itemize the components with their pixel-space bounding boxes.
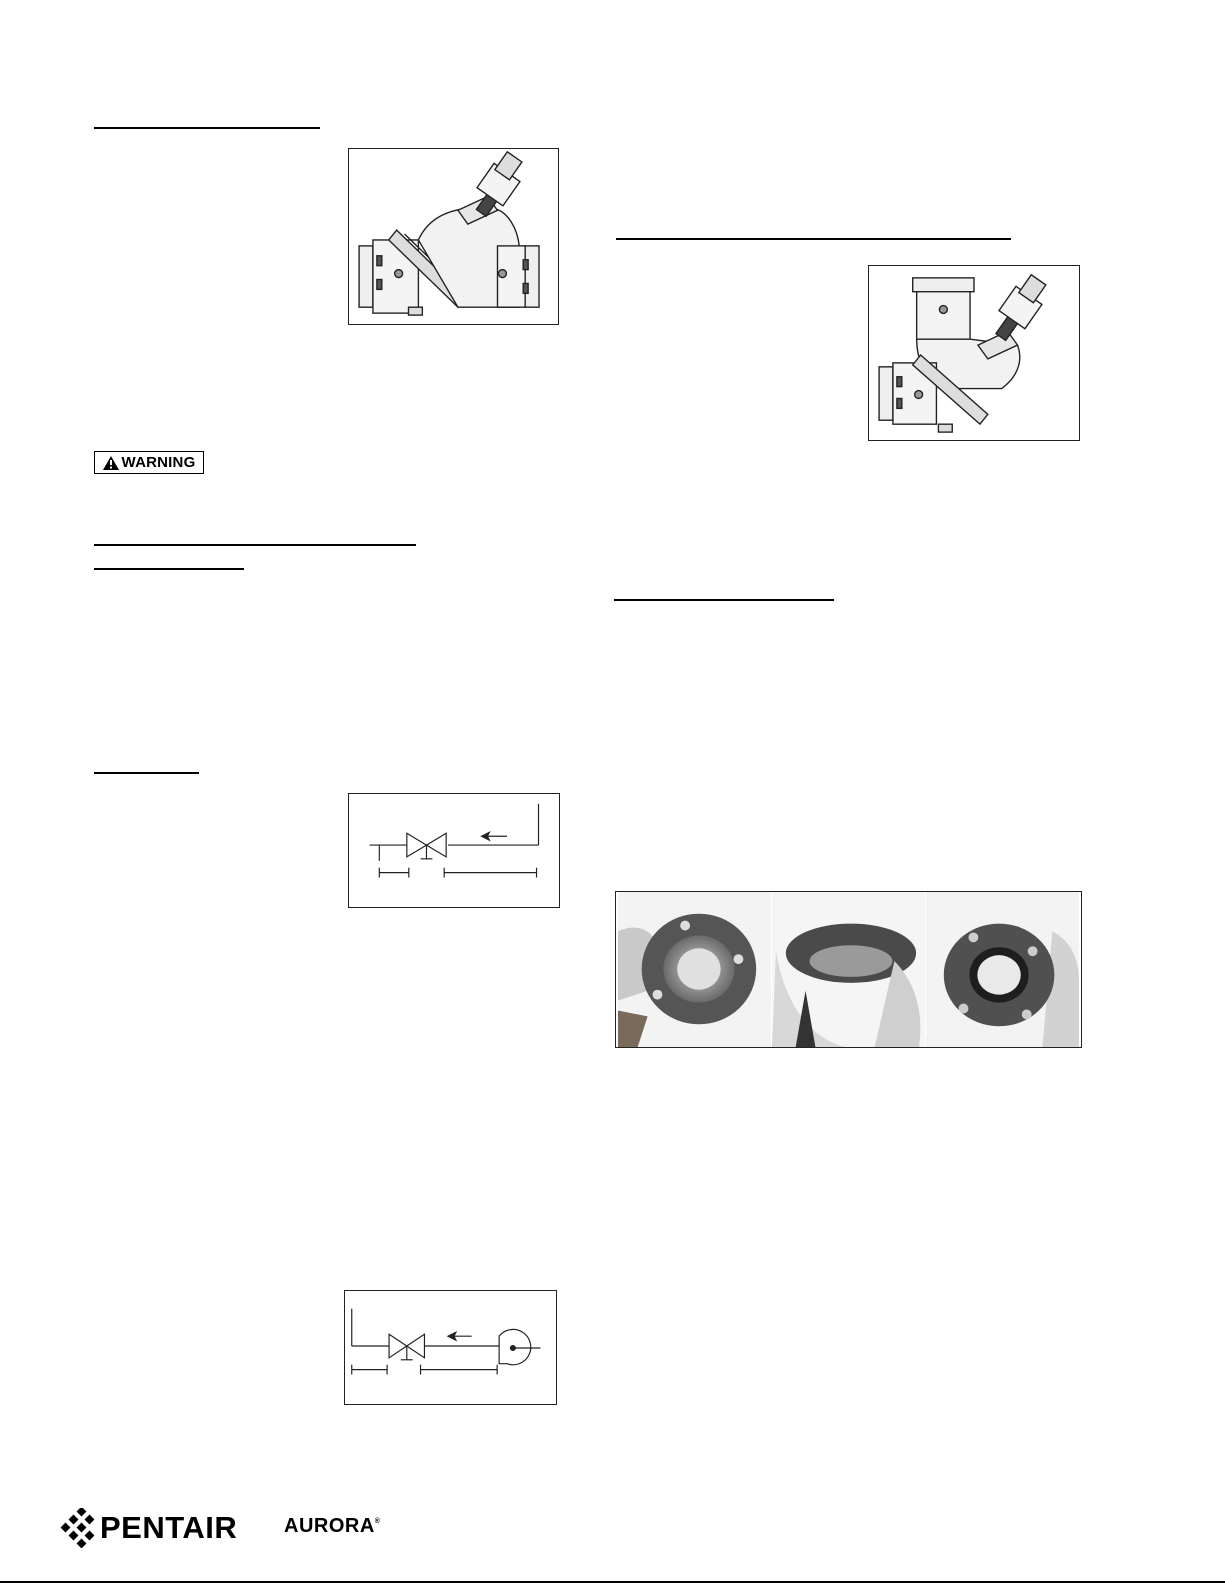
flange-photo-1	[618, 892, 771, 1047]
warning-text: WARNING	[121, 454, 196, 471]
aurora-logo	[284, 1515, 380, 1538]
registered-mark: ®	[374, 1518, 381, 1525]
piping-diagram-2-figure	[344, 1290, 557, 1405]
section-rule-2b	[94, 568, 244, 570]
section-rule-2a	[94, 544, 416, 546]
warning-triangle-icon	[103, 456, 119, 470]
valve-piping-diagram	[349, 794, 559, 907]
section-rule-1	[94, 127, 320, 129]
pentair-wordmark: PENTAIR	[100, 1510, 238, 1545]
straight-valve-figure	[348, 148, 559, 325]
pentair-logo	[60, 1508, 237, 1548]
angle-valve-illustration	[869, 266, 1079, 440]
footer-rule	[0, 1581, 1225, 1583]
angle-valve-figure	[868, 265, 1080, 441]
warning-label	[94, 451, 204, 474]
flange-photos-figure	[615, 891, 1082, 1048]
flange-installation-photos	[616, 892, 1081, 1047]
pump-piping-diagram	[345, 1291, 556, 1404]
section-rule-3	[94, 772, 199, 774]
aurora-wordmark: AURORA®	[284, 1515, 381, 1537]
pentair-diamond-icon	[60, 1508, 96, 1548]
flange-photo-2	[772, 892, 925, 1047]
section-rule-4	[616, 238, 1011, 240]
section-rule-5	[614, 599, 834, 601]
straight-valve-illustration	[349, 149, 558, 324]
piping-diagram-1-figure	[348, 793, 560, 908]
flange-photo-3	[926, 892, 1079, 1047]
